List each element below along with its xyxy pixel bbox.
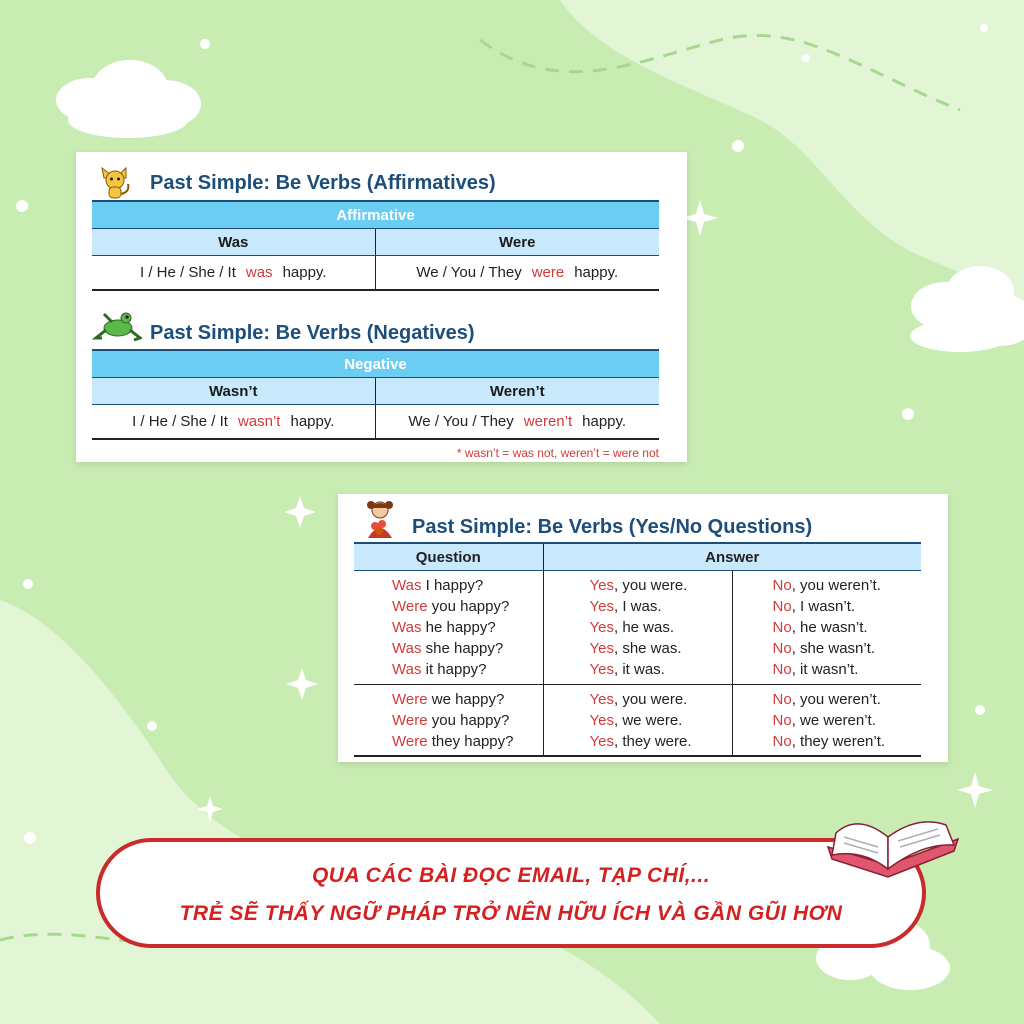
predicate-text: happy. <box>574 264 619 281</box>
be-verbs-card <box>76 152 687 462</box>
was-header: Was <box>92 229 375 256</box>
negatives-band: Negative <box>92 350 659 378</box>
verb-text: wasn’t <box>237 413 281 430</box>
question-line-keyword: Was <box>392 640 422 657</box>
affirmatives-table <box>92 200 659 291</box>
yes-answer-line <box>590 596 732 617</box>
no-answer-line <box>773 596 922 617</box>
question-line-text: he happy? <box>421 619 496 636</box>
banner-line-2: TRẺ SẼ THẤY NGỮ PHÁP TRỞ NÊN HỮU ÍCH VÀ GẦN GŨI HƠN <box>179 902 843 925</box>
yes-answer-line-keyword: Yes <box>589 619 614 636</box>
questions-table <box>354 542 921 757</box>
yes-answer-line-text: , you were. <box>613 577 688 594</box>
no-answer-line-text: , I wasn’t. <box>791 598 856 615</box>
subject-text: I / He / She / It <box>140 264 236 281</box>
question-line <box>392 575 543 596</box>
no-answer-line-keyword: No <box>772 691 792 708</box>
subject-text: We / You / They <box>408 413 514 430</box>
no-answer-line-text: , we weren’t. <box>791 712 876 729</box>
no-answer-line <box>773 638 922 659</box>
negatives-right-cell <box>375 405 659 440</box>
yes-answer-line <box>590 638 732 659</box>
question-line-keyword: Was <box>392 619 422 636</box>
subject-text: I / He / She / It <box>132 413 228 430</box>
yes-answer-line-text: , she was. <box>613 640 682 657</box>
predicate-text: happy. <box>290 413 335 430</box>
negatives-header-row <box>92 378 659 405</box>
question-line <box>392 731 543 752</box>
answer-header: Answer <box>543 543 921 571</box>
question-line <box>392 710 543 731</box>
no-answer-line <box>773 689 922 710</box>
singular-yes-answers-cell <box>543 571 732 685</box>
werent-header: Weren’t <box>375 378 659 405</box>
negatives-table <box>92 349 659 440</box>
negatives-band-row <box>92 350 659 378</box>
no-answer-line-keyword: No <box>772 661 792 678</box>
predicate-text: happy. <box>582 413 627 430</box>
open-book-icon <box>818 803 968 903</box>
singular-questions-cell <box>354 571 543 685</box>
affirmatives-right-cell <box>375 256 659 291</box>
question-line-keyword: Was <box>392 577 422 594</box>
yes-answer-line-keyword: Yes <box>589 577 614 594</box>
question-line <box>392 659 543 680</box>
yes-answer-line <box>590 617 732 638</box>
question-line-keyword: Were <box>392 733 428 750</box>
yes-answer-line <box>590 659 732 680</box>
no-answer-line-text: , it wasn’t. <box>791 661 859 678</box>
question-line-text: you happy? <box>427 598 510 615</box>
frog-icon <box>92 308 142 344</box>
question-line-text: she happy? <box>421 640 504 657</box>
no-answer-line-keyword: No <box>772 733 792 750</box>
no-answer-line-text: , she wasn’t. <box>791 640 876 657</box>
singular-no-answers-cell <box>732 571 921 685</box>
question-line <box>392 638 543 659</box>
contraction-note: * wasn’t = was not, weren’t = were not <box>456 446 659 460</box>
verb-text: was <box>245 264 273 281</box>
were-header: Were <box>375 229 659 256</box>
no-answer-line <box>773 731 922 752</box>
questions-title: Past Simple: Be Verbs (Yes/No Questions) <box>412 516 813 538</box>
yes-answer-line-text: , I was. <box>613 598 662 615</box>
affirmatives-title: Past Simple: Be Verbs (Affirmatives) <box>150 172 496 194</box>
plural-yes-answers-cell <box>543 685 732 757</box>
question-line-text: you happy? <box>427 712 510 729</box>
question-line-text: we happy? <box>427 691 505 708</box>
singular-questions-row <box>354 571 921 685</box>
no-answer-line-keyword: No <box>772 640 792 657</box>
yes-answer-line-keyword: Yes <box>589 712 614 729</box>
yes-answer-line-keyword: Yes <box>589 691 614 708</box>
plural-questions-cell <box>354 685 543 757</box>
affirmatives-row <box>92 256 659 291</box>
verb-text: weren’t <box>523 413 573 430</box>
no-answer-line-keyword: No <box>772 577 792 594</box>
no-answer-line <box>773 659 922 680</box>
question-line-keyword: Were <box>392 712 428 729</box>
no-answer-line-text: , you weren’t. <box>791 577 881 594</box>
girl-with-flowers-icon <box>360 498 400 542</box>
questions-header-row <box>354 543 921 571</box>
verb-text: were <box>531 264 565 281</box>
yes-answer-line <box>590 575 732 596</box>
no-answer-line-keyword: No <box>772 598 792 615</box>
plural-questions-row <box>354 685 921 757</box>
yes-answer-line-text: , he was. <box>613 619 675 636</box>
cat-icon <box>96 162 134 200</box>
yes-answer-line-text: , it was. <box>613 661 665 678</box>
affirmatives-band: Affirmative <box>92 201 659 229</box>
plural-no-answers-cell <box>732 685 921 757</box>
wasnt-header: Wasn’t <box>92 378 375 405</box>
yes-answer-line <box>590 689 732 710</box>
yes-answer-line-keyword: Yes <box>589 733 614 750</box>
yes-answer-line <box>590 731 732 752</box>
question-line-keyword: Was <box>392 661 422 678</box>
question-header: Question <box>354 543 543 571</box>
yes-answer-line-text: , you were. <box>613 691 688 708</box>
affirmatives-header-row <box>92 229 659 256</box>
question-line <box>392 689 543 710</box>
question-line <box>392 596 543 617</box>
yes-answer-line-keyword: Yes <box>589 661 614 678</box>
yes-answer-line-text: , they were. <box>613 733 692 750</box>
banner-line-1: QUA CÁC BÀI ĐỌC EMAIL, TẠP CHÍ,... <box>311 864 711 887</box>
no-answer-line-text: , they weren’t. <box>791 733 886 750</box>
yes-answer-line <box>590 710 732 731</box>
question-line <box>392 617 543 638</box>
negatives-title: Past Simple: Be Verbs (Negatives) <box>150 322 475 344</box>
subject-text: We / You / They <box>416 264 522 281</box>
question-line-keyword: Were <box>392 691 428 708</box>
question-line-text: they happy? <box>427 733 514 750</box>
questions-card <box>338 494 948 762</box>
question-line-keyword: Were <box>392 598 428 615</box>
question-line-text: it happy? <box>421 661 487 678</box>
yes-answer-line-text: , we were. <box>613 712 683 729</box>
affirmatives-left-cell <box>92 256 375 291</box>
no-answer-line <box>773 617 922 638</box>
yes-answer-line-keyword: Yes <box>589 598 614 615</box>
no-answer-line-text: , he wasn’t. <box>791 619 868 636</box>
affirmatives-band-row <box>92 201 659 229</box>
no-answer-line-keyword: No <box>772 619 792 636</box>
no-answer-line <box>773 710 922 731</box>
no-answer-line-text: , you weren’t. <box>791 691 881 708</box>
no-answer-line <box>773 575 922 596</box>
predicate-text: happy. <box>282 264 327 281</box>
no-answer-line-keyword: No <box>772 712 792 729</box>
negatives-left-cell <box>92 405 375 440</box>
yes-answer-line-keyword: Yes <box>589 640 614 657</box>
question-line-text: I happy? <box>421 577 484 594</box>
promo-banner <box>96 838 926 948</box>
negatives-row <box>92 405 659 440</box>
